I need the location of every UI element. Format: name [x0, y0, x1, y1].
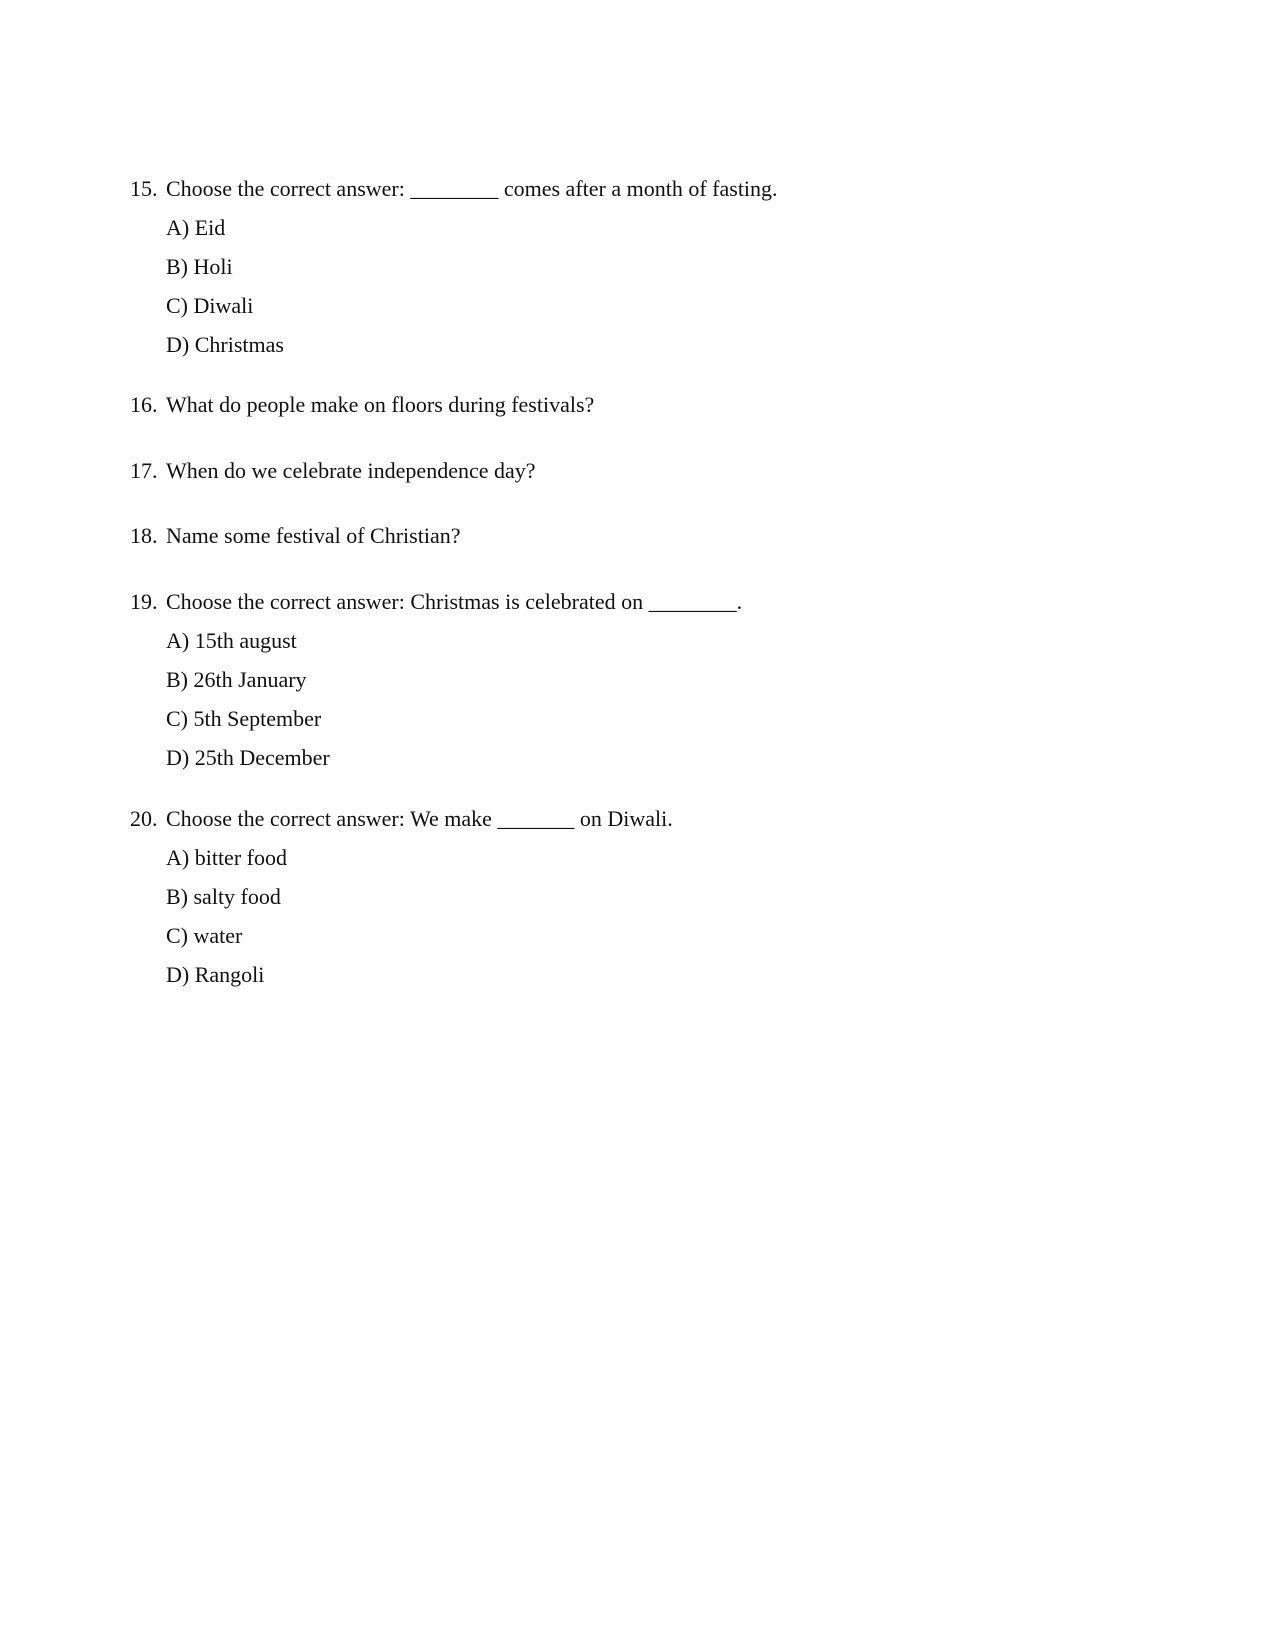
question-17 — [130, 458, 1130, 484]
question-19 — [130, 589, 1130, 771]
option-c: C) 5th September — [166, 706, 322, 731]
question-line — [130, 589, 1130, 615]
question-text: What do people make on floors during festivals? — [166, 392, 595, 417]
option-a: A) 15th august — [166, 628, 297, 653]
question-number: 19. — [130, 589, 158, 614]
question-line — [130, 806, 1130, 832]
answer-options — [166, 628, 1130, 771]
option-d: D) 25th December — [166, 745, 330, 770]
option-a: A) Eid — [166, 215, 226, 240]
option-b: B) 26th January — [166, 667, 307, 692]
question-line — [130, 523, 1130, 549]
question-number: 16. — [130, 392, 158, 417]
question-text: Choose the correct answer: ________ comes after a month of fasting. — [166, 176, 778, 201]
question-number: 17. — [130, 458, 158, 483]
question-18 — [130, 523, 1130, 549]
question-text: When do we celebrate independence day? — [166, 458, 536, 483]
option-b: B) salty food — [166, 884, 281, 909]
question-text: Choose the correct answer: We make _______ on Diwali. — [166, 806, 673, 831]
answer-options — [166, 845, 1130, 988]
answer-options — [166, 215, 1130, 358]
option-b: B) Holi — [166, 254, 233, 279]
question-line — [130, 392, 1130, 418]
option-c: C) Diwali — [166, 293, 254, 318]
option-d: D) Rangoli — [166, 962, 265, 987]
question-line — [130, 176, 1130, 202]
question-number: 18. — [130, 523, 158, 548]
question-15 — [130, 176, 1130, 358]
question-text: Choose the correct answer: Christmas is celebrated on ________. — [166, 589, 743, 614]
question-text: Name some festival of Christian? — [166, 523, 461, 548]
question-number: 20. — [130, 806, 158, 831]
question-20 — [130, 806, 1130, 988]
question-line — [130, 458, 1130, 484]
question-16 — [130, 392, 1130, 418]
option-d: D) Christmas — [166, 332, 284, 357]
option-a: A) bitter food — [166, 845, 287, 870]
question-number: 15. — [130, 176, 158, 201]
option-c: C) water — [166, 923, 243, 948]
